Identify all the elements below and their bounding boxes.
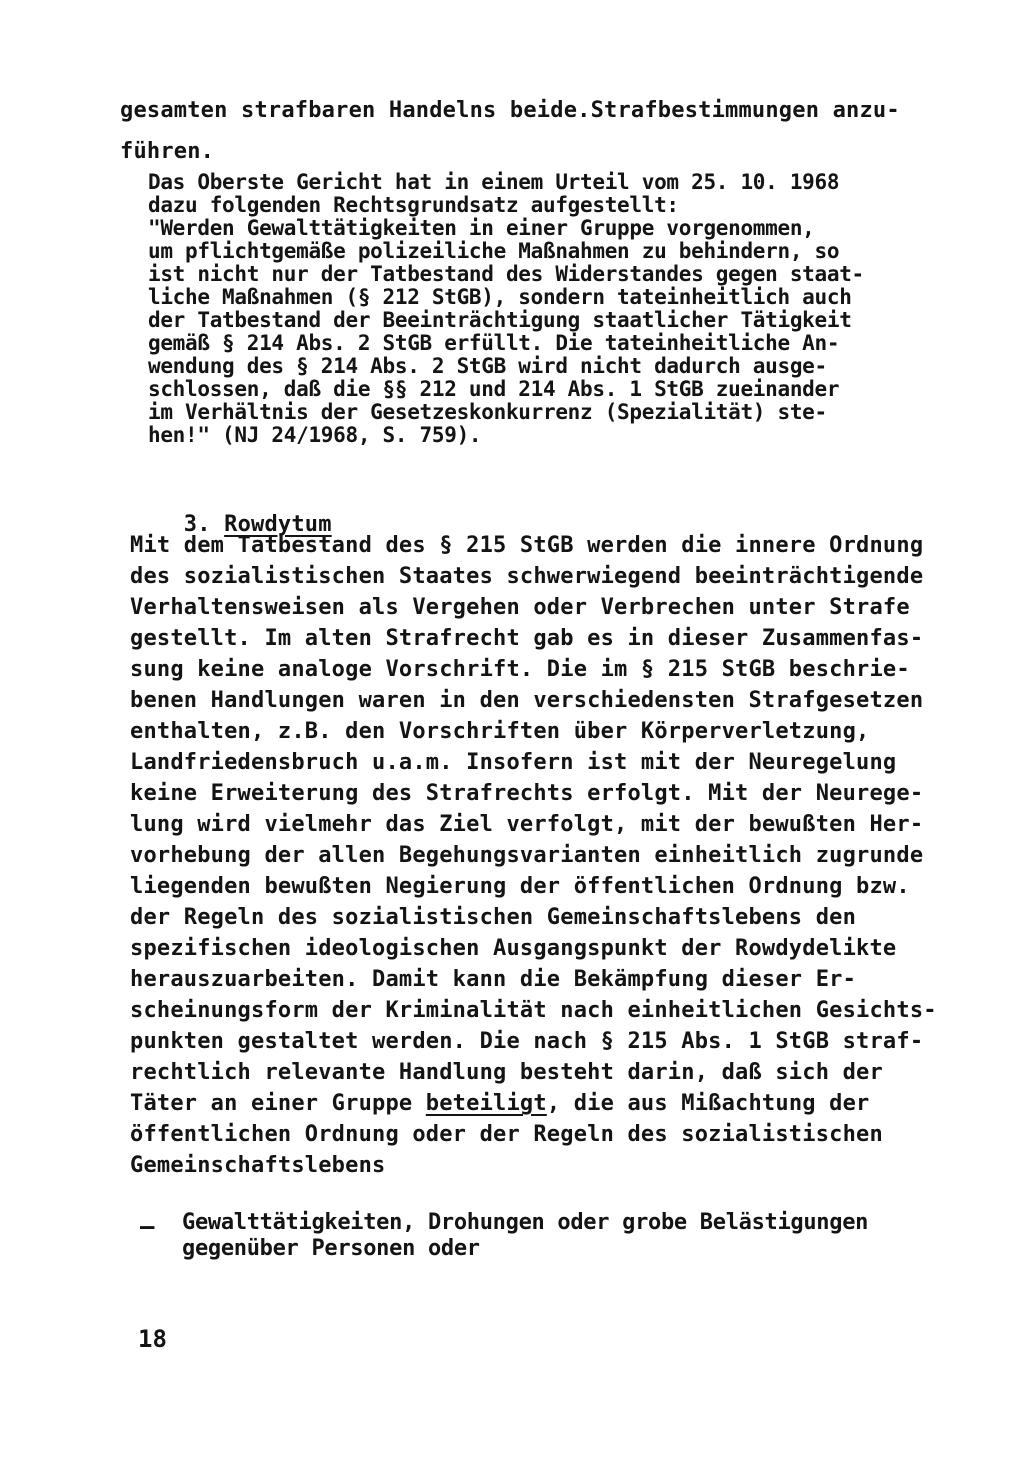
- underlined-word: beteiligt: [425, 1091, 547, 1116]
- paragraph-line: scheinungsform der Kriminalität nach einheitlichen Gesichts-: [130, 998, 937, 1023]
- paragraph-line: sung keine analoge Vorschrift. Die im § 215 StGB beschrie-: [130, 657, 910, 682]
- text-run: , die aus Mißachtung der: [546, 1091, 870, 1116]
- paragraph-line: herauszuarbeiten. Damit kann die Bekämpfung dieser Er-: [130, 967, 857, 992]
- quote-line: der Tatbestand der Beeinträchtigung staatlicher Tätigkeit: [148, 308, 852, 332]
- list-item-line: gegenüber Personen oder: [182, 1236, 480, 1261]
- quote-line: hen!" (NJ 24/1968, S. 759).: [148, 423, 482, 447]
- quote-line: liche Maßnahmen (§ 212 StGB), sondern tateinheitlich auch: [148, 285, 852, 309]
- list-bullet: –: [140, 1212, 155, 1240]
- paragraph-line: der Regeln des sozialistischen Gemeinschaftslebens den: [130, 905, 857, 930]
- quote-line: "Werden Gewalttätigkeiten in einer Gruppe vorgenommen,: [148, 216, 815, 240]
- quote-line: wendung des § 214 Abs. 2 StGB wird nicht dadurch ausge-: [148, 354, 827, 378]
- paragraph-line: Verhaltensweisen als Vergehen oder Verbrechen unter Strafe: [130, 595, 910, 620]
- paragraph-line: öffentlichen Ordnung oder der Regeln des sozialistischen: [130, 1122, 883, 1147]
- paragraph-line: [130, 1093, 870, 1115]
- paragraph-line: benen Handlungen waren in den verschiedensten Strafgesetzen: [130, 688, 924, 713]
- paragraph-line: Landfriedensbruch u.a.m. Insofern ist mit der Neuregelung: [130, 750, 897, 775]
- quote-line: Das Oberste Gericht hat in einem Urteil vom 25. 10. 1968: [148, 170, 840, 194]
- paragraph-line: lung wird vielmehr das Ziel verfolgt, mit der bewußten Her-: [130, 812, 924, 837]
- paragraph-line: des sozialistischen Staates schwerwiegend beeinträchtigende: [130, 564, 924, 589]
- quote-line: gemäß § 214 Abs. 2 StGB erfüllt. Die tateinheitliche An-: [148, 331, 840, 355]
- quote-line: schlossen, daß die §§ 212 und 214 Abs. 1 StGB zueinander: [148, 377, 840, 401]
- quote-line: um pflichtgemäße polizeiliche Maßnahmen zu behindern, so: [148, 239, 840, 263]
- page-number: 18: [138, 1325, 167, 1353]
- text-run: Täter an einer Gruppe: [130, 1091, 426, 1116]
- paragraph-line: liegenden bewußten Negierung der öffentlichen Ordnung bzw.: [130, 874, 910, 899]
- paragraph-line: Gemeinschaftslebens: [130, 1153, 386, 1178]
- quote-line: im Verhältnis der Gesetzeskonkurrenz (Spezialität) ste-: [148, 400, 827, 424]
- quote-line: dazu folgenden Rechtsgrundsatz aufgestellt:: [148, 193, 679, 217]
- paragraph-line: rechtlich relevante Handlung besteht darin, daß sich der: [130, 1060, 883, 1085]
- paragraph-line: spezifischen ideologischen Ausgangspunkt der Rowdydelikte: [130, 936, 897, 961]
- section-title: Rowdytum: [224, 512, 332, 537]
- list-item-line: Gewalttätigkeiten, Drohungen oder grobe Belästigungen: [182, 1210, 869, 1235]
- paragraph-line: vorhebung der allen Begehungsvarianten einheitlich zugrunde: [130, 843, 924, 868]
- paragraph-line: führen.: [120, 139, 215, 164]
- paragraph-line: keine Erweiterung des Strafrechts erfolgt. Mit der Neurege-: [130, 781, 924, 806]
- paragraph-line: enthalten, z.B. den Vorschriften über Körperverletzung,: [130, 719, 870, 744]
- section-number: 3.: [183, 512, 211, 537]
- paragraph-line: gestellt. Im alten Strafrecht gab es in dieser Zusammenfas-: [130, 626, 924, 651]
- paragraph-line: Mit dem Tatbestand des § 215 StGB werden die innere Ordnung: [130, 533, 924, 558]
- quote-line: ist nicht nur der Tatbestand des Widerstandes gegen staat-: [148, 262, 864, 286]
- paragraph-line: gesamten strafbaren Handelns beide.Strafbestimmungen anzu-: [120, 98, 900, 123]
- paragraph-line: punkten gestaltet werden. Die nach § 215 Abs. 1 StGB straf-: [130, 1029, 924, 1054]
